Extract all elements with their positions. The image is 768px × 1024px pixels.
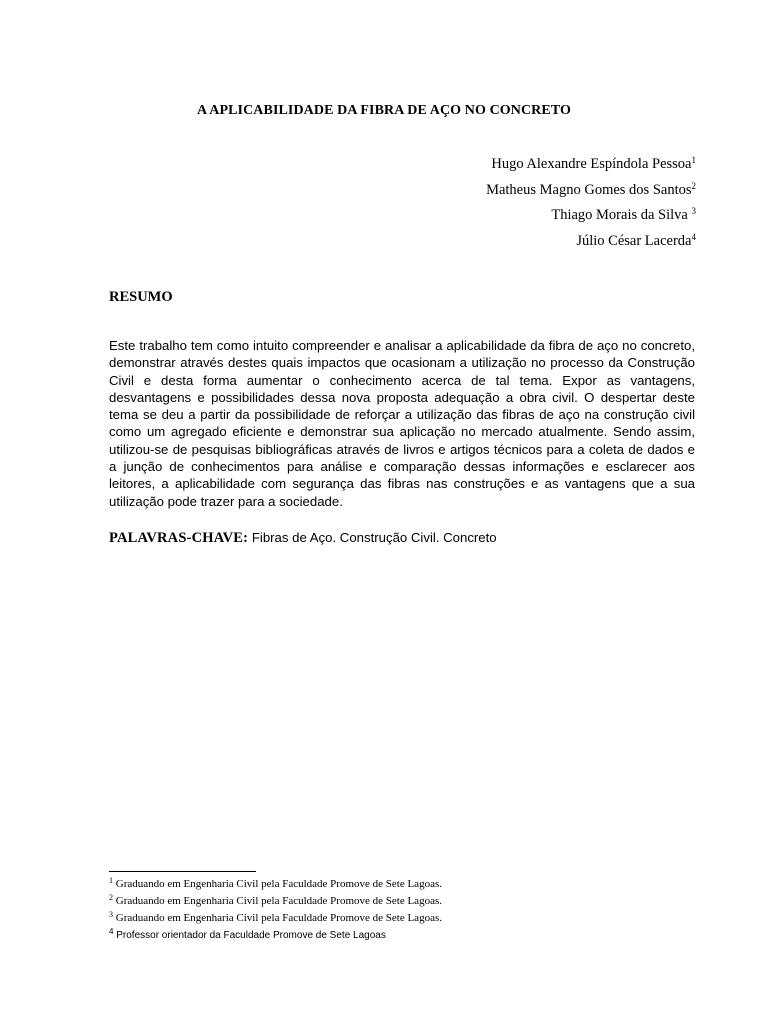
author-name: Thiago Morais da Silva <box>551 207 692 223</box>
footnote-text: Graduando em Engenharia Civil pela Faculdade Promove de Sete Lagoas. <box>113 878 442 890</box>
author-line <box>486 178 696 204</box>
footnote-mark: 1 <box>109 876 113 885</box>
footnote-text: Professor orientador da Faculdade Promove de Sete Lagoas <box>113 930 386 941</box>
author-name: Matheus Magno Gomes dos Santos <box>486 181 692 198</box>
footnote <box>109 927 442 944</box>
author-name: Hugo Alexandre Espíndola Pessoa <box>491 156 692 172</box>
author-line <box>486 229 696 255</box>
footnote <box>109 910 442 927</box>
abstract-heading: RESUMO <box>109 289 173 305</box>
footnote-text: Graduando em Engenharia Civil pela Faculdade Promove de Sete Lagoas. <box>113 912 442 924</box>
footnote-mark: 2 <box>109 893 113 902</box>
footnote-mark: 3 <box>109 910 113 919</box>
author-name: Júlio César Lacerda <box>576 232 692 249</box>
footnote-text: Graduando em Engenharia Civil pela Faculdade Promove de Sete Lagoas. <box>113 895 442 907</box>
document-title: A APLICABILIDADE DA FIBRA DE AÇO NO CONCRETO <box>196 103 572 118</box>
abstract-paragraph: Este trabalho tem como intuito compreender e analisar a aplicabilidade da fibra de aço no concreto, demonstrar através destes quais impactos que ocasionam a utilização no processo da Construção Civil e desta forma aumentar o conhecimento acerca de tal tema. Expor as vantagens, desvantagens e possibilidades dessa nova proposta adequação a obra civil. O despertar deste tema se deu a partir da possibilidade de reforçar a utilização das fibras de aço na construção civil como um agregado eficiente e demonstrar sua aplicação no mercado atualmente. Sendo assim, utilizou-se de pesquisas bibliográficas através de livros e artigos técnicos para a coleta de dados e a junção de conhecimentos para análise e comparação dessas informações e esclarecer aos leitores, a aplicabilidade com segurança das fibras nas construções e as vantagens que a sua utilização pode trazer para a sociedade. <box>109 338 695 509</box>
footnotes <box>109 876 442 944</box>
keywords-line <box>109 530 497 547</box>
footnote-mark: 4 <box>109 927 114 936</box>
author-list <box>486 152 696 254</box>
author-line <box>486 203 696 229</box>
author-footnote-mark: 3 <box>691 206 696 216</box>
author-footnote-mark: 2 <box>691 180 696 191</box>
footnote-separator <box>109 871 256 872</box>
author-footnote-mark: 1 <box>691 155 696 165</box>
footnote <box>109 876 442 893</box>
keywords-label: PALAVRAS-CHAVE: <box>109 530 249 546</box>
footnote <box>109 893 442 910</box>
keywords-text: Fibras de Aço. Construção Civil. Concreto <box>248 530 497 545</box>
author-footnote-mark: 4 <box>691 231 696 242</box>
author-line <box>486 152 696 178</box>
